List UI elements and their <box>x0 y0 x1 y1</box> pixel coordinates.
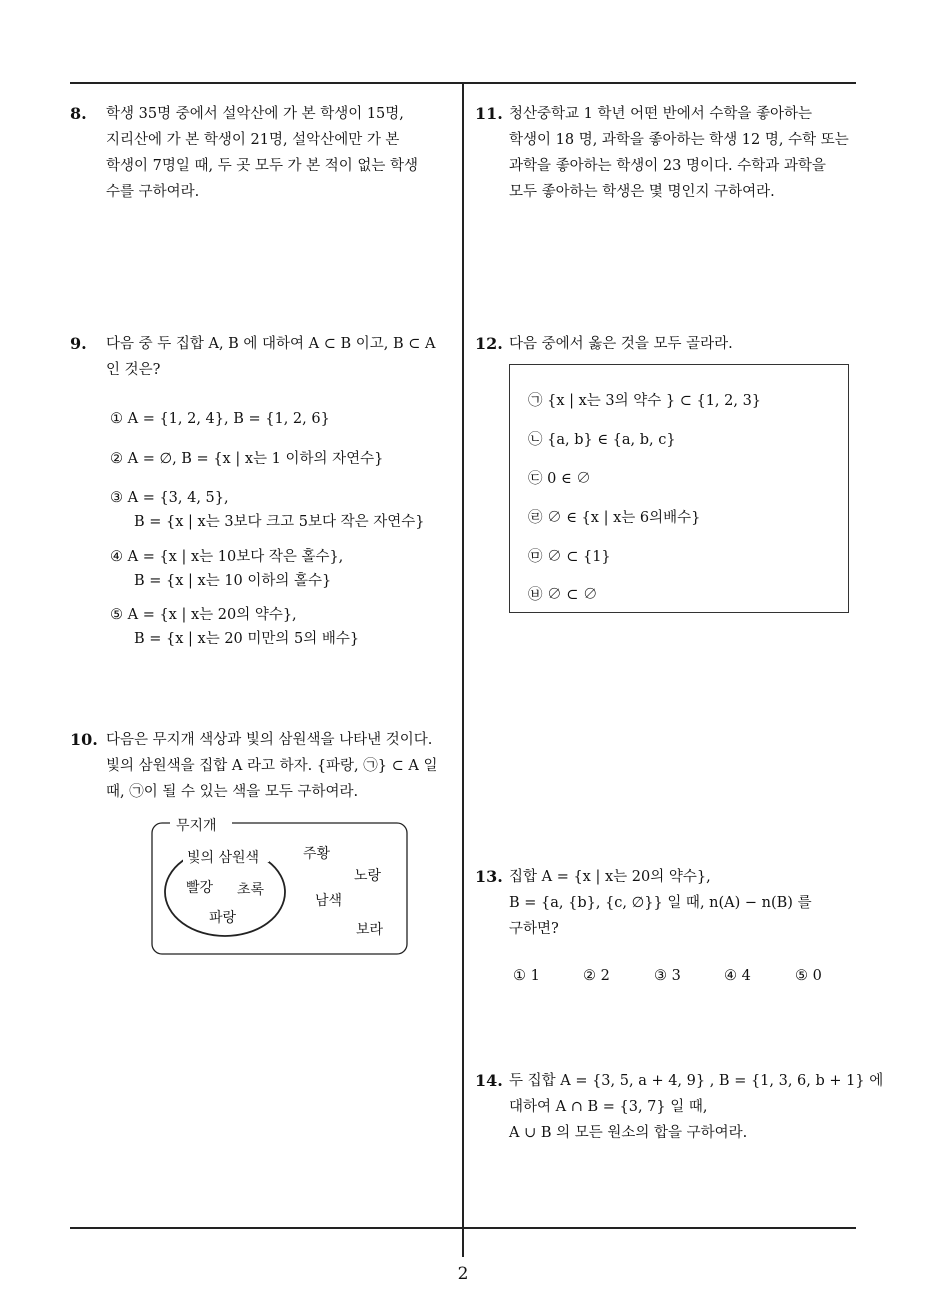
statement-item: ㉥ ∅ ⊂ ∅ <box>528 587 598 603</box>
question-number: 8. <box>70 104 87 123</box>
statement-box <box>509 364 849 613</box>
question-text-line: A ∪ B 의 모든 원소의 합을 구하여라. <box>509 1125 748 1141</box>
color-navy: 남색 <box>315 893 343 909</box>
statement-item: ㉠ {x | x는 3의 약수 } ⊂ {1, 2, 3} <box>528 393 762 409</box>
question-text-line: 빛의 삼원색을 집합 A 라고 하자. {파랑, ㉠} ⊂ A 일 <box>106 758 438 774</box>
question-number: 9. <box>70 334 87 353</box>
question-number: 14. <box>475 1071 503 1090</box>
column-divider <box>462 83 464 1257</box>
statement-item: ㉤ ∅ ⊂ {1} <box>528 549 611 565</box>
question-text-line: 다음 중에서 옳은 것을 모두 골라라. <box>509 336 733 352</box>
choice-1[interactable]: ① A = {1, 2, 4}, B = {1, 2, 6} <box>110 411 330 427</box>
page-number: 2 <box>457 1264 469 1284</box>
question-number: 13. <box>475 867 503 886</box>
statement-item: ㉣ ∅ ∈ {x | x는 6의배수} <box>528 510 701 526</box>
question-text-line: 두 집합 A = {3, 5, a + 4, 9} , B = {1, 3, 6, b + 1} 에 <box>509 1073 884 1089</box>
choice-4[interactable]: ④ 4 <box>724 968 751 984</box>
question-text-line: 집합 A = {x | x는 20의 약수}, <box>509 869 711 885</box>
statement-item: ㉡ {a, b} ∈ {a, b, c} <box>528 432 676 448</box>
choice-2[interactable]: ② 2 <box>583 968 610 984</box>
question-text-line: B = {a, {b}, {c, ∅}} 일 때, n(A) − n(B) 를 <box>509 895 812 911</box>
question-text-line: 때, ㉠이 될 수 있는 색을 모두 구하여라. <box>106 784 359 800</box>
rainbow-label: 무지개 <box>176 818 217 834</box>
color-red: 빨강 <box>186 880 214 896</box>
color-orange: 주황 <box>303 846 331 862</box>
question-text-line: 학생 35명 중에서 설악산에 가 본 학생이 15명, <box>106 106 404 122</box>
color-purple: 보라 <box>356 922 384 938</box>
choice-3[interactable]: ③ A = {3, 4, 5}, B = {x | x는 3보다 크고 5보다 작은 자연수} <box>110 490 425 530</box>
question-number: 12. <box>475 334 503 353</box>
question-text-line: 인 것은? <box>106 362 161 378</box>
primary-colors-label: 빛의 삼원색 <box>187 850 260 866</box>
question-text-line: 지리산에 가 본 학생이 21명, 설악산에만 가 본 <box>106 132 400 148</box>
question-text-line: 과학을 좋아하는 학생이 23 명이다. 수학과 과학을 <box>509 158 826 174</box>
question-text-line: 구하면? <box>509 921 559 937</box>
choice-2[interactable]: ② A = ∅, B = {x | x는 1 이하의 자연수} <box>110 451 384 467</box>
color-green: 초록 <box>237 882 265 898</box>
question-number: 11. <box>475 104 503 123</box>
question-text-line: 학생이 7명일 때, 두 곳 모두 가 본 적이 없는 학생 <box>106 158 419 174</box>
question-text-line: 다음 중 두 집합 A, B 에 대하여 A ⊂ B 이고, B ⊂ A <box>106 336 436 352</box>
rainbow-diagram <box>150 812 410 957</box>
question-text-line: 모두 좋아하는 학생은 몇 명인지 구하여라. <box>509 184 775 200</box>
question-text-line: 대하여 A ∩ B = {3, 7} 일 때, <box>509 1099 708 1115</box>
color-blue: 파랑 <box>209 910 237 926</box>
question-text-line: 학생이 18 명, 과학을 좋아하는 학생 12 명, 수학 또는 <box>509 132 849 148</box>
choice-1[interactable]: ① 1 <box>513 968 540 984</box>
choice-4[interactable]: ④ A = {x | x는 10보다 작은 홀수}, B = {x | x는 10 이하의 홀수} <box>110 549 344 589</box>
question-text-line: 다음은 무지개 색상과 빛의 삼원색을 나타낸 것이다. <box>106 732 433 748</box>
choice-5[interactable]: ⑤ A = {x | x는 20의 약수}, B = {x | x는 20 미만의 5의 배수} <box>110 607 360 647</box>
question-number: 10. <box>70 730 98 749</box>
color-yellow: 노랑 <box>354 868 382 884</box>
statement-item: ㉢ 0 ∈ ∅ <box>528 471 591 487</box>
question-text-line: 청산중학교 1 학년 어떤 반에서 수학을 좋아하는 <box>509 106 813 122</box>
question-text-line: 수를 구하여라. <box>106 184 200 200</box>
choice-3[interactable]: ③ 3 <box>654 968 681 984</box>
choice-5[interactable]: ⑤ 0 <box>795 968 822 984</box>
